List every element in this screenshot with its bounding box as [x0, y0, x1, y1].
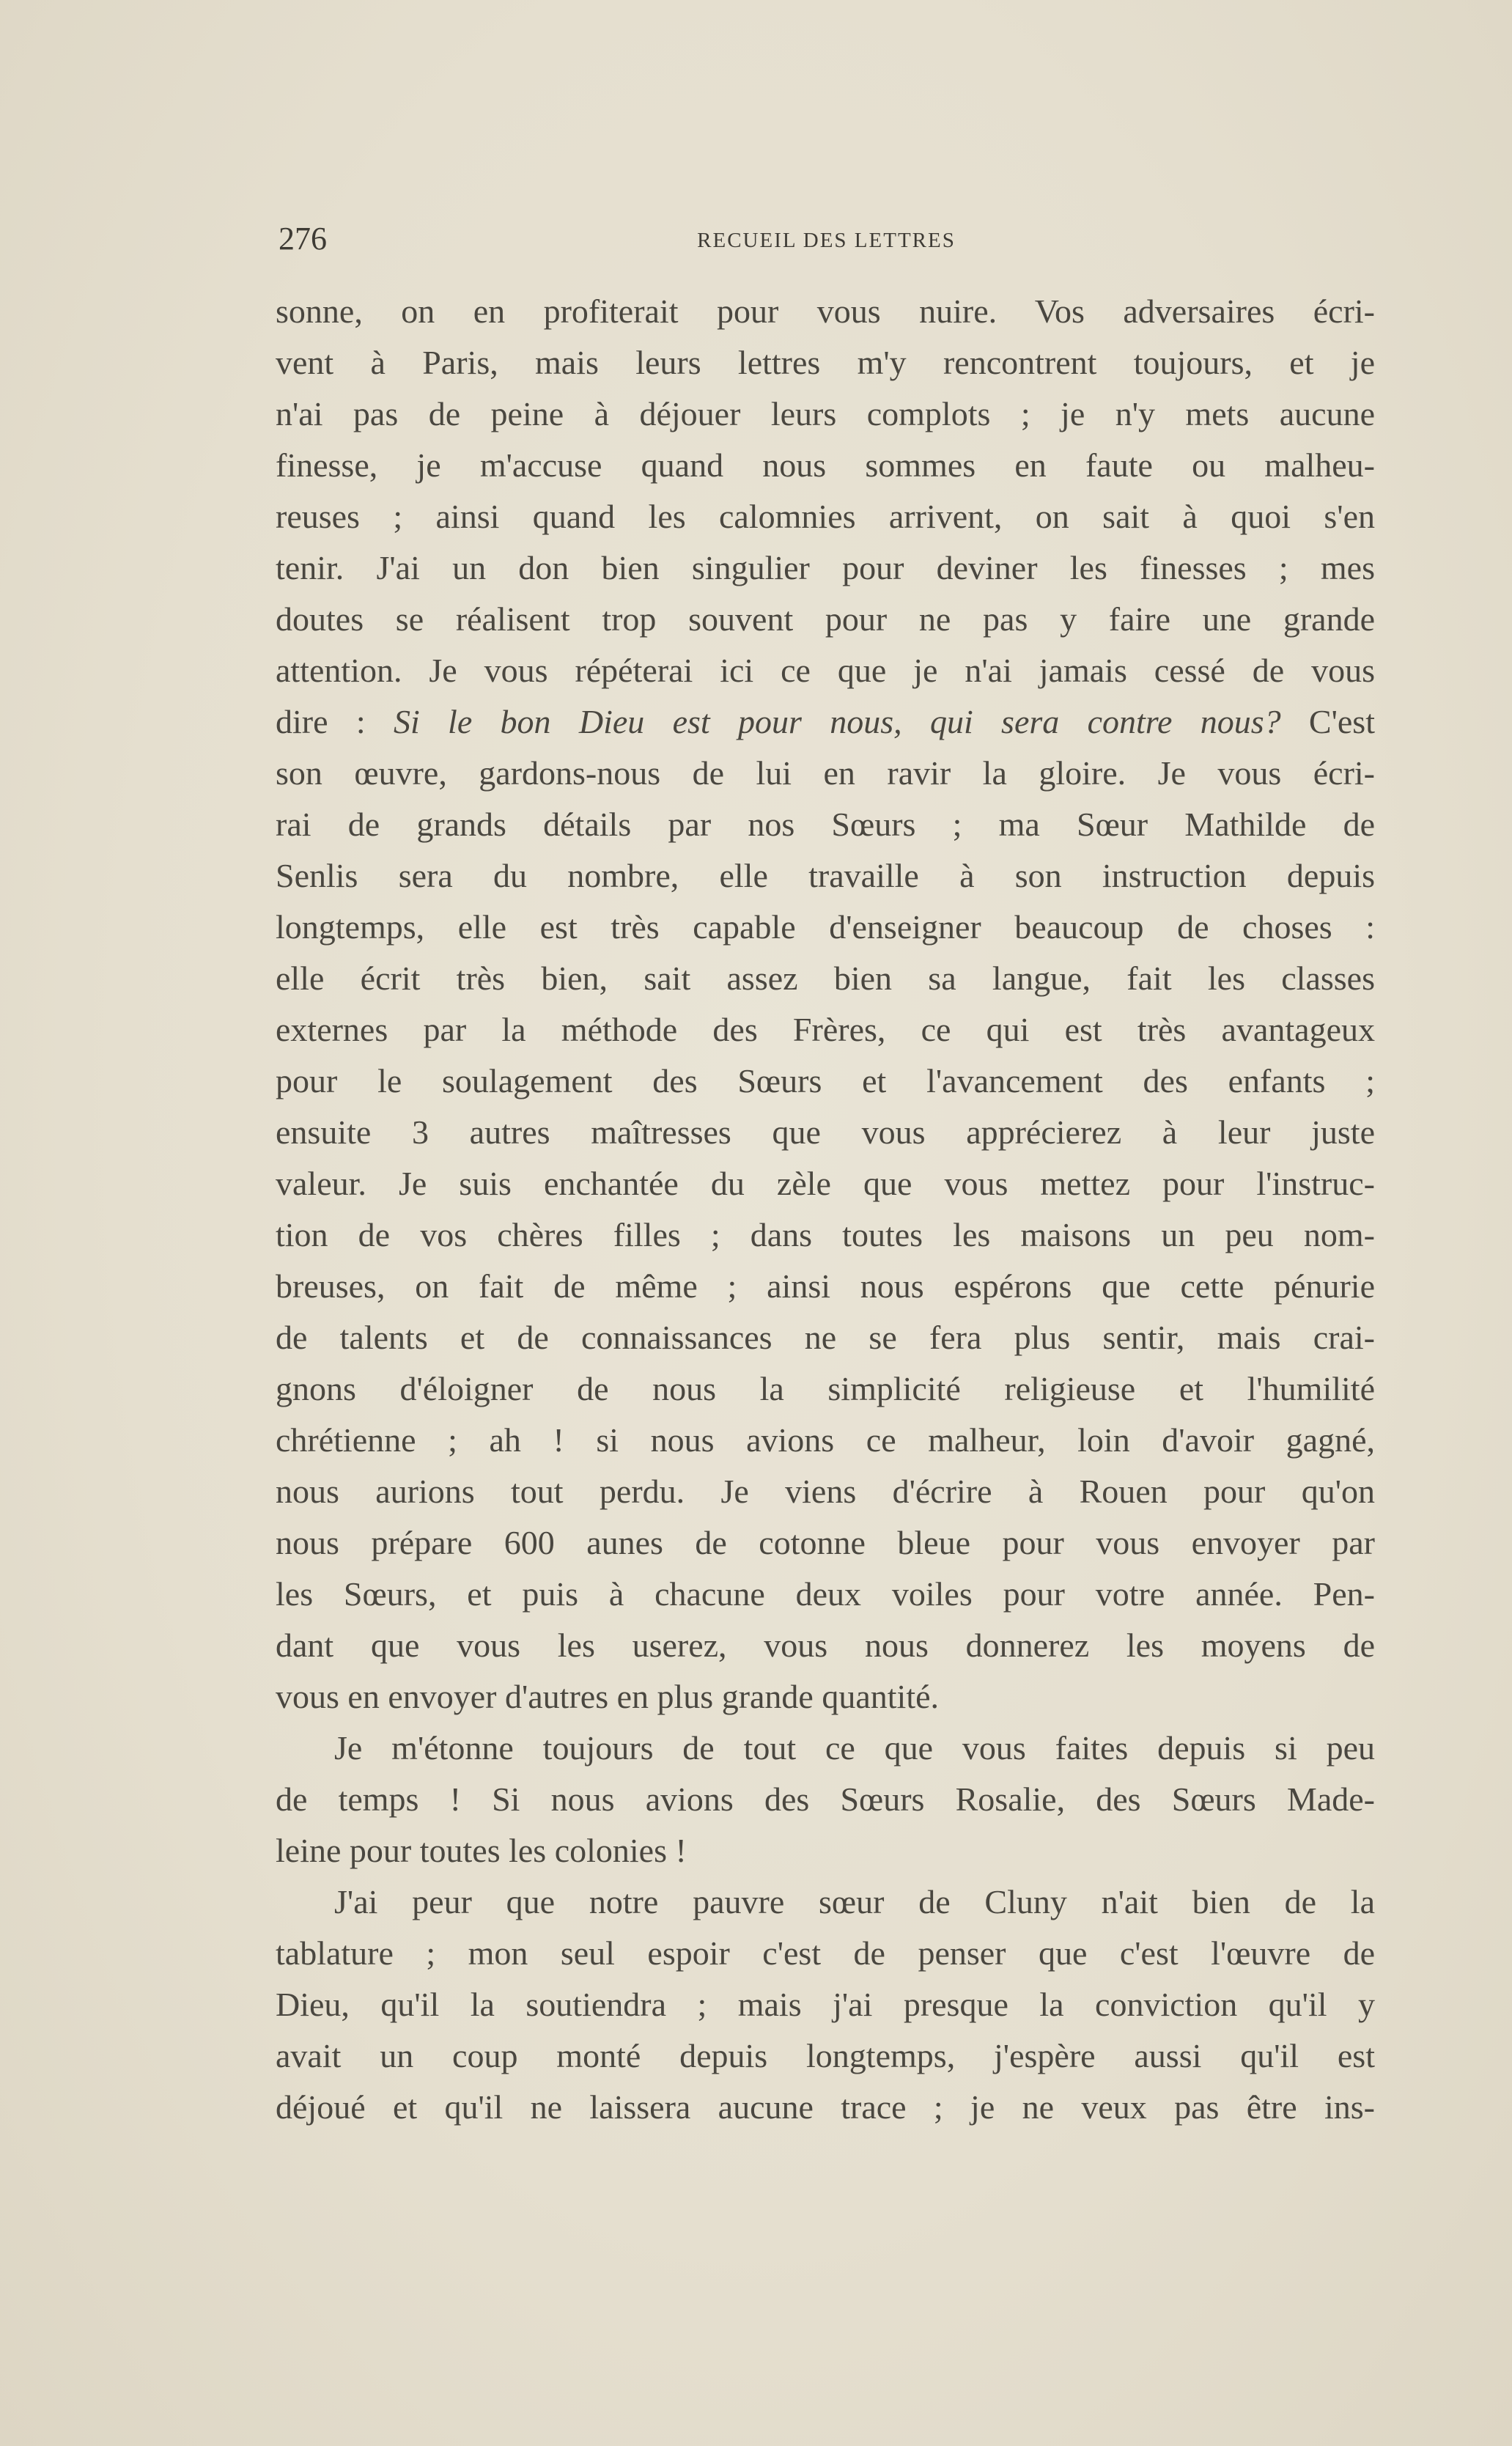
text-line: déjoué et qu'il ne laissera aucune trace ; je ne veux pas être ins-: [276, 2088, 1375, 2126]
quote-suffix: C'est: [1280, 703, 1375, 740]
text-line: externes par la méthode des Frères, ce qui est très avantageux: [276, 1011, 1375, 1048]
text-line: vous en envoyer d'autres en plus grande quantité.: [276, 1678, 940, 1715]
text-line: de talents et de connaissances ne se fera plus sentir, mais crai-: [276, 1319, 1375, 1356]
text-line: son œuvre, gardons-nous de lui en ravir la gloire. Je vous écri-: [276, 754, 1375, 792]
text-line: Senlis sera du nombre, elle travaille à son instruction depuis: [276, 857, 1375, 894]
text-line: tablature ; mon seul espoir c'est de penser que c'est l'œuvre de: [276, 1934, 1375, 1972]
text-line: doutes se réalisent trop souvent pour ne pas y faire une grande: [276, 600, 1375, 638]
text-line: nous prépare 600 aunes de cotonne bleue pour vous envoyer par: [276, 1524, 1375, 1561]
text-line: pour le soulagement des Sœurs et l'avancement des enfants ;: [276, 1062, 1375, 1099]
text-line: dant que vous les userez, vous nous donnerez les moyens de: [276, 1627, 1375, 1664]
text-line: elle écrit très bien, sait assez bien sa langue, fait les classes: [276, 959, 1375, 997]
text-line: avait un coup monté depuis longtemps, j'espère aussi qu'il est: [276, 2037, 1375, 2074]
text-line: les Sœurs, et puis à chacune deux voiles pour votre année. Pen-: [276, 1575, 1375, 1613]
text-line: valeur. Je suis enchantée du zèle que vous mettez pour l'instruc-: [276, 1165, 1375, 1202]
text-line: nous aurions tout perdu. Je viens d'écrire à Rouen pour qu'on: [276, 1473, 1375, 1510]
body-text: [276, 286, 1375, 2133]
text-line: rai de grands détails par nos Sœurs ; ma Sœur Mathilde de: [276, 806, 1375, 843]
text-line: ensuite 3 autres maîtresses que vous apprécierez à leur juste: [276, 1113, 1375, 1151]
text-line: chrétienne ; ah ! si nous avions ce malheur, loin d'avoir gagné,: [276, 1421, 1375, 1459]
text-line: tenir. J'ai un don bien singulier pour deviner les finesses ; mes: [276, 549, 1375, 586]
text-line: gnons d'éloigner de nous la simplicité religieuse et l'humilité: [276, 1370, 1375, 1407]
text-line: de temps ! Si nous avions des Sœurs Rosalie, des Sœurs Made-: [276, 1780, 1375, 1818]
running-title: RECUEIL DES LETTRES: [697, 229, 956, 252]
text-line: attention. Je vous répéterai ici ce que je n'ai jamais cessé de vous: [276, 652, 1375, 689]
text-line: vent à Paris, mais leurs lettres m'y rencontrent toujours, et je: [276, 344, 1375, 381]
quote-line: [276, 696, 1375, 748]
page-header: [279, 220, 1374, 264]
text-line: n'ai pas de peine à déjouer leurs complots ; je n'y mets aucune: [276, 395, 1375, 432]
text-line: leine pour toutes les colonies !: [276, 1832, 687, 1869]
text-line: sonne, on en profiterait pour vous nuire. Vos adversaires écri-: [276, 292, 1375, 330]
text-line: breuses, on fait de même ; ainsi nous espérons que cette pénurie: [276, 1267, 1375, 1305]
text-line: reuses ; ainsi quand les calomnies arrivent, on sait à quoi s'en: [276, 498, 1375, 535]
text-line: finesse, je m'accuse quand nous sommes en faute ou malheu-: [276, 446, 1375, 484]
text-line: Dieu, qu'il la soutiendra ; mais j'ai presque la conviction qu'il y: [276, 1986, 1375, 2023]
text-line: tion de vos chères filles ; dans toutes les maisons un peu nom-: [276, 1216, 1375, 1253]
quote-prefix: dire :: [276, 703, 394, 740]
page-number: 276: [279, 221, 327, 257]
scripture-quote: Si le bon Dieu est pour nous, qui sera contre nous?: [393, 703, 1281, 740]
text-line: longtemps, elle est très capable d'enseigner beaucoup de choses :: [276, 908, 1375, 946]
paragraph-start-line: J'ai peur que notre pauvre sœur de Cluny n'ait bien de la: [334, 1883, 1375, 1920]
paragraph-start-line: Je m'étonne toujours de tout ce que vous faites depuis si peu: [334, 1729, 1375, 1767]
